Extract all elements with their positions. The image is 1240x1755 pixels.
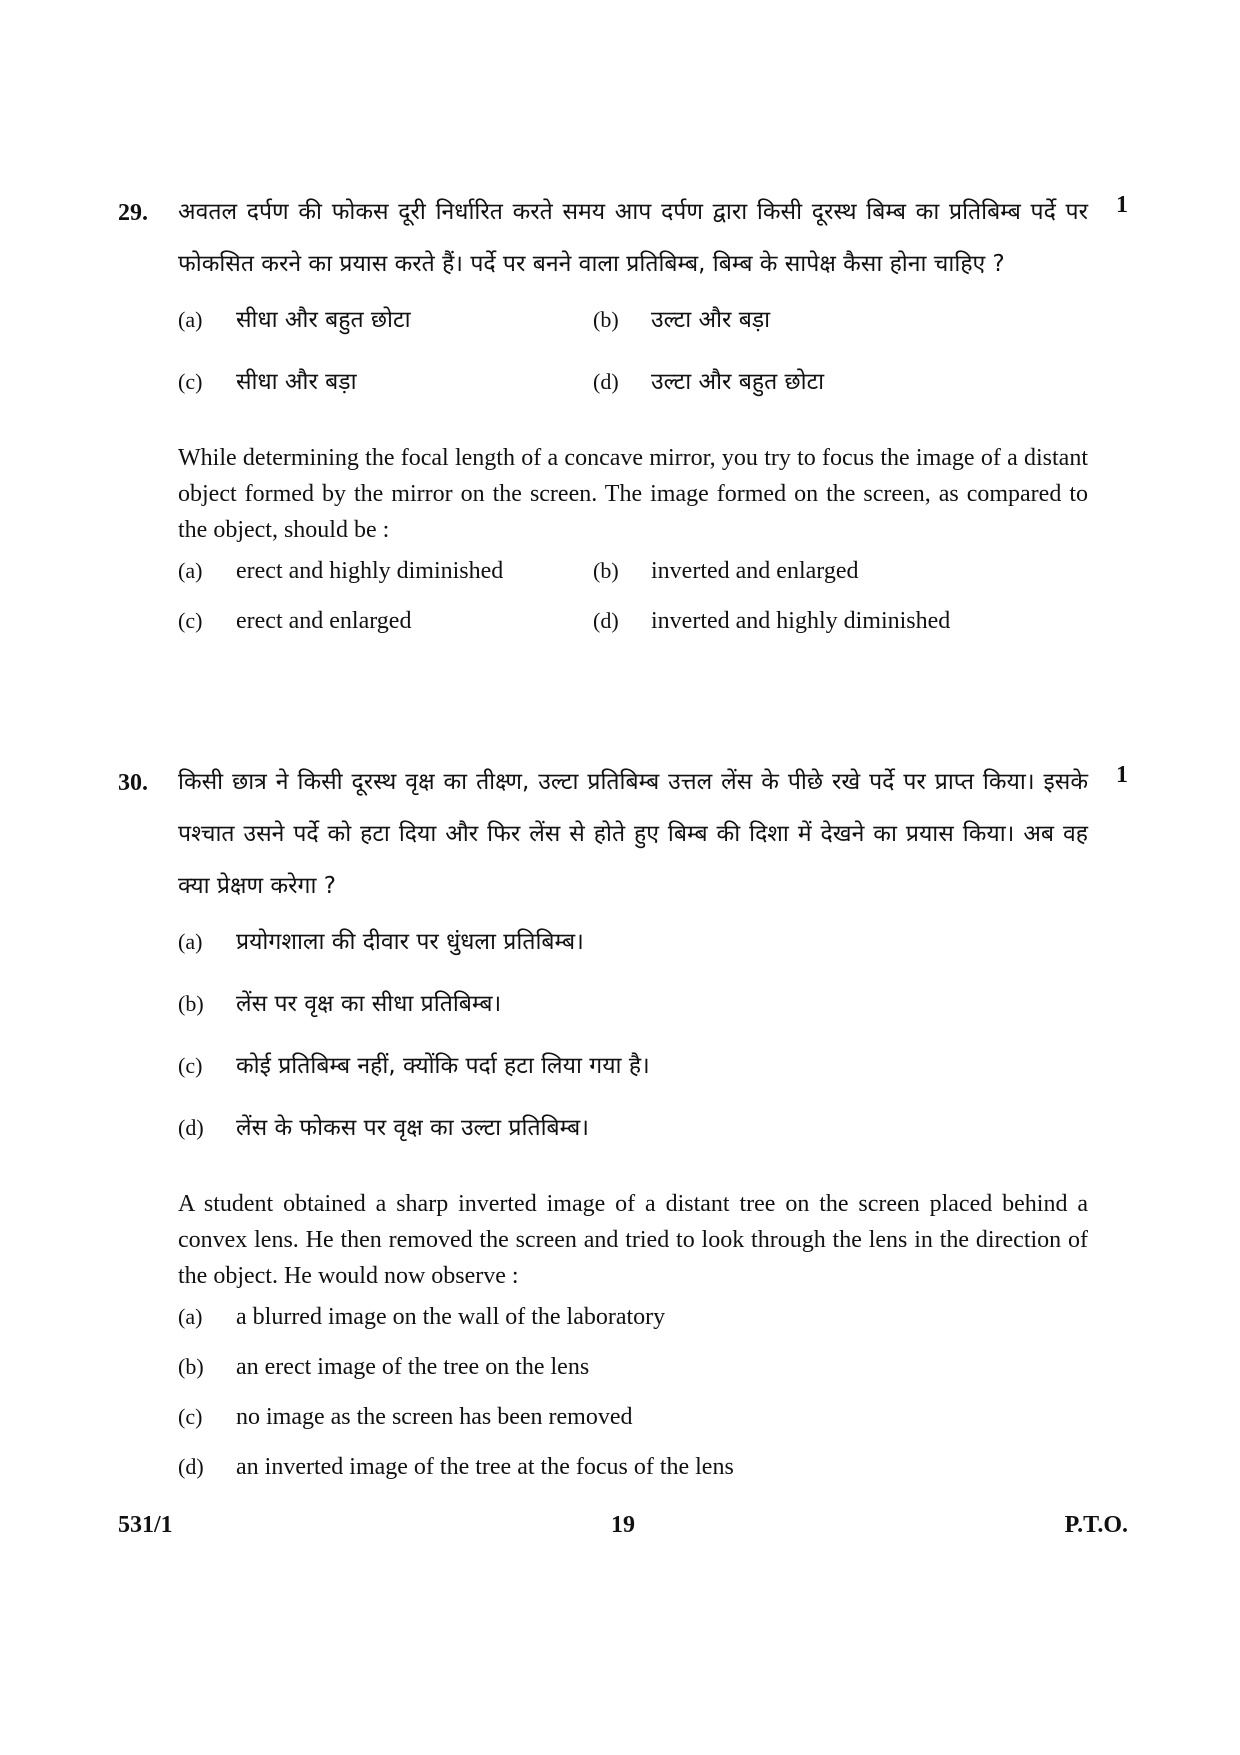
- option-key: (c): [178, 608, 203, 633]
- option-a: [178, 302, 593, 364]
- option-text: उल्टा और बड़ा: [651, 307, 771, 333]
- options-hindi: [178, 924, 1088, 1172]
- option-key: (b): [593, 307, 619, 332]
- option-key: (d): [593, 369, 619, 394]
- option-text: लेंस पर वृक्ष का सीधा प्रतिबिम्ब।: [236, 991, 502, 1017]
- option-text: inverted and enlarged: [651, 558, 859, 584]
- options-english: [178, 558, 1088, 658]
- option-text: कोई प्रतिबिम्ब नहीं, क्योंकि पर्दा हटा लिया गया है।: [236, 1053, 650, 1079]
- option-key: (a): [178, 1304, 203, 1329]
- options-hindi: [178, 302, 1088, 426]
- option-key: (b): [593, 558, 619, 583]
- option-key: (c): [178, 1053, 203, 1078]
- question-29: [118, 192, 1128, 658]
- option-d: [178, 1454, 1088, 1504]
- question-body: [178, 186, 1088, 658]
- option-d: [593, 608, 1033, 658]
- question-text-english: A student obtained a sharp inverted image of a distant tree on the screen placed behind a convex lens. He then removed the screen and tried to look through the lens in the direction of the object. He would now observe :: [178, 1191, 1088, 1289]
- question-body: [178, 756, 1088, 1504]
- option-c: [178, 364, 593, 426]
- option-b: [593, 558, 1033, 608]
- pto-label: P.T.O.: [1064, 1512, 1128, 1538]
- option-text: an erect image of the tree on the lens: [236, 1354, 590, 1380]
- option-d: [178, 1110, 1088, 1172]
- paper-code: 531/1: [118, 1512, 173, 1538]
- option-text: उल्टा और बहुत छोटा: [651, 369, 825, 395]
- question-text-hindi: किसी छात्र ने किसी दूरस्थ वृक्ष का तीक्ष्ण, उल्टा प्रतिबिम्ब उत्तल लेंस के पीछे रखे पर्दे पर प्राप्त किया। इसके पश्चात उसने पर्दे को हटा दिया और फिर लेंस से होते हुए बिम्ब की दिशा में देखने का प्रयास किया। अब वह क्या प्रेक्षण करेगा ?: [178, 769, 1088, 899]
- option-text: लेंस के फोकस पर वृक्ष का उल्टा प्रतिबिम्ब।: [236, 1115, 590, 1141]
- option-b: [593, 302, 1033, 364]
- page-number: 19: [611, 1512, 635, 1538]
- option-key: (d): [593, 608, 619, 633]
- option-a: [178, 924, 1088, 986]
- option-a: [178, 558, 593, 608]
- option-key: (b): [178, 991, 204, 1016]
- option-text: erect and highly diminished: [236, 558, 504, 584]
- option-c: [178, 608, 593, 658]
- option-text: erect and enlarged: [236, 608, 412, 634]
- option-key: (a): [178, 558, 203, 583]
- question-marks: 1: [1116, 762, 1128, 788]
- question-text-english: While determining the focal length of a concave mirror, you try to focus the image of a distant object formed by the mirror on the screen. The image formed on the screen, as compared to the object, should be :: [178, 445, 1088, 543]
- options-english: [178, 1304, 1088, 1504]
- option-key: (d): [178, 1454, 204, 1479]
- option-key: (d): [178, 1115, 204, 1140]
- option-key: (c): [178, 369, 203, 394]
- option-text: an inverted image of the tree at the focus of the lens: [236, 1454, 734, 1480]
- option-text: सीधा और बहुत छोटा: [236, 307, 411, 333]
- option-text: no image as the screen has been removed: [236, 1404, 633, 1430]
- option-key: (a): [178, 929, 203, 954]
- question-30: [118, 762, 1128, 1504]
- option-a: [178, 1304, 1088, 1354]
- option-text: सीधा और बड़ा: [236, 369, 357, 395]
- question-text-hindi: अवतल दर्पण की फोकस दूरी निर्धारित करते समय आप दर्पण द्वारा किसी दूरस्थ बिम्ब का प्रतिबिम्ब पर्दे पर फोकसित करने का प्रयास करते हैं। पर्दे पर बनने वाला प्रतिबिम्ब, बिम्ब के सापेक्ष कैसा होना चाहिए ?: [178, 199, 1088, 277]
- option-key: (a): [178, 307, 203, 332]
- option-key: (c): [178, 1404, 203, 1429]
- option-text: inverted and highly diminished: [651, 608, 951, 634]
- option-c: [178, 1048, 1088, 1110]
- option-d: [593, 364, 1033, 426]
- question-number: 30.: [118, 770, 148, 796]
- option-c: [178, 1404, 1088, 1454]
- option-b: [178, 986, 1088, 1048]
- option-b: [178, 1354, 1088, 1404]
- page-footer: [118, 1512, 1128, 1552]
- question-number: 29.: [118, 200, 148, 226]
- question-marks: 1: [1116, 192, 1128, 218]
- option-text: a blurred image on the wall of the laboratory: [236, 1304, 666, 1330]
- option-key: (b): [178, 1354, 204, 1379]
- option-text: प्रयोगशाला की दीवार पर धुंधला प्रतिबिम्ब।: [236, 929, 584, 955]
